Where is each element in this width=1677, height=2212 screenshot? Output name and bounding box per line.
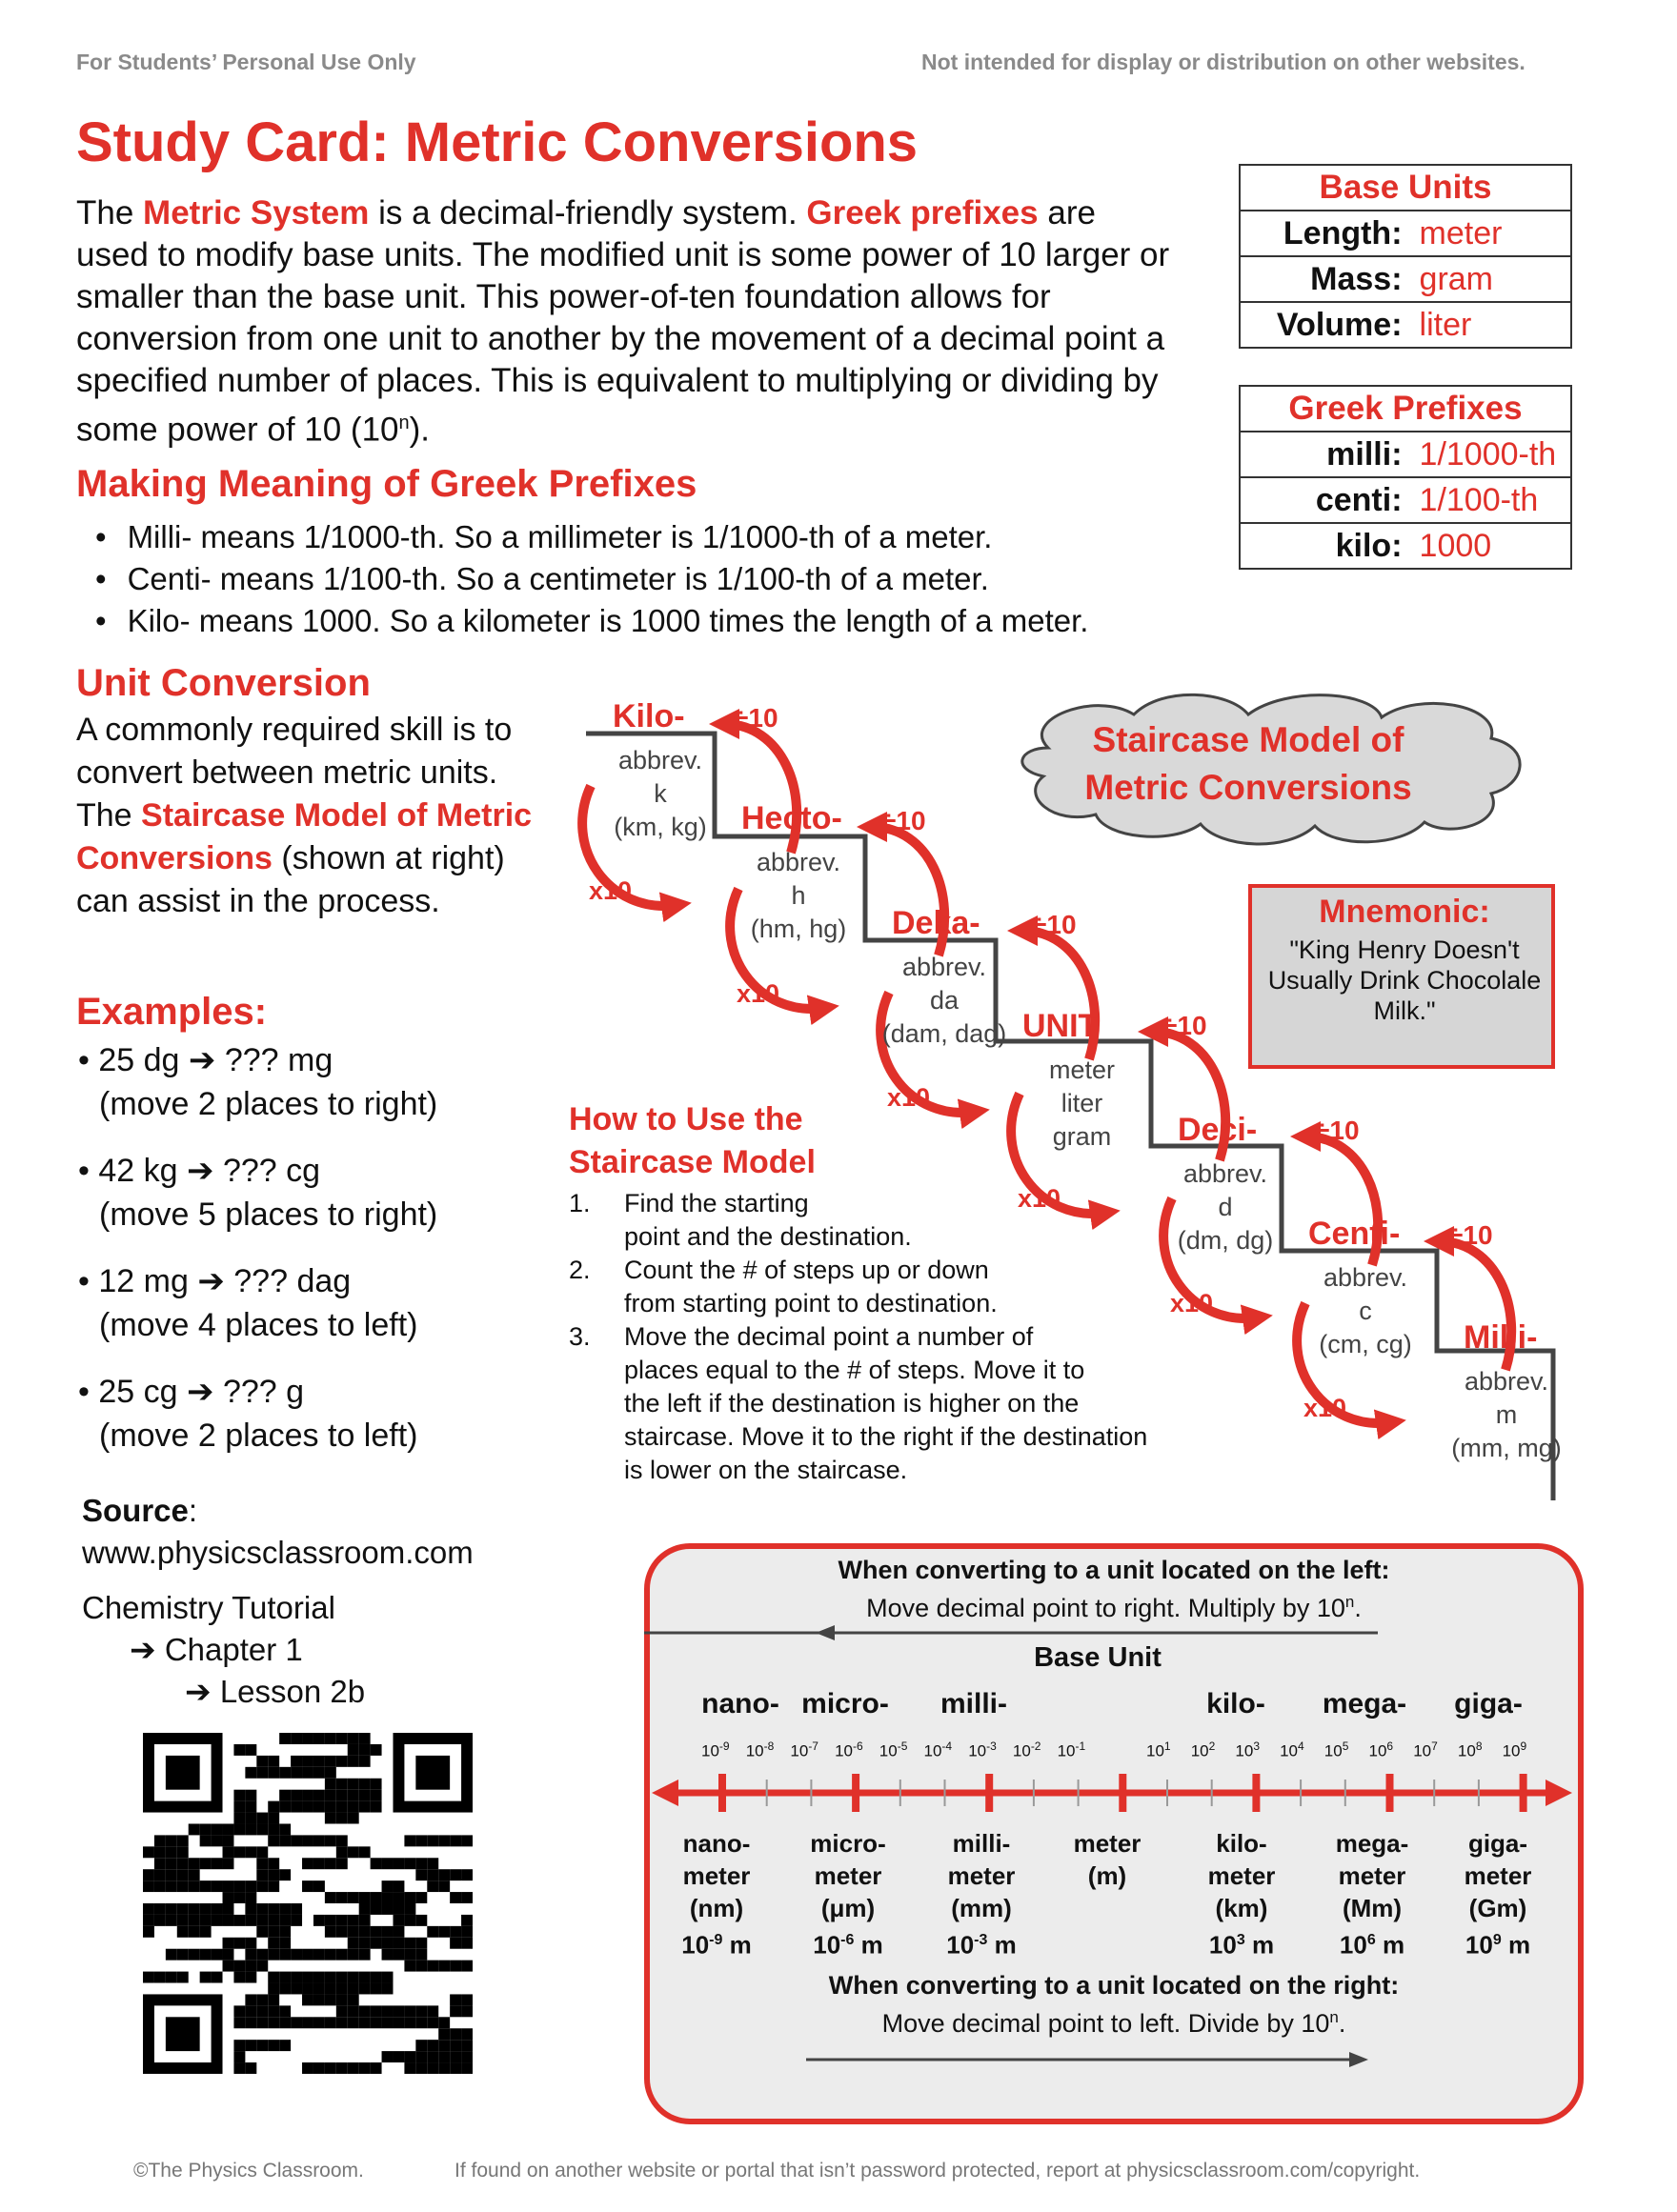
intro-paragraph: The Metric System is a decimal-friendly system. Greek prefixes are used to modify base units. The modified unit is some power of 10 larger or smaller than the base unit. This power-of-ten foundation allows for conversion from one unit to another by the movement of a decimal point a specified number of places. This is equivalent to multiplying or dividing by some power of 10 (10$^n$). <box>76 194 1170 449</box>
power-label: $10^{-1}$ <box>1057 1739 1086 1760</box>
step-abbreviation: abbrev. c (cm, cg) <box>1319 1263 1412 1358</box>
scale-right-note: When converting to a unit located on the right: Move decimal point to left. Divide by 10$^n$. <box>828 1971 1400 2038</box>
power-label: $10^{-5}$ <box>879 1739 908 1760</box>
power-label: $10^{-7}$ <box>790 1739 818 1760</box>
multiply-label: x10 <box>1303 1394 1347 1422</box>
step-abbreviation: abbrev. k (km, kg) <box>614 746 707 841</box>
arrow-right-icon: ➔ <box>187 1374 214 1410</box>
source-url[interactable]: www.physicsclassroom.com <box>82 1535 474 1570</box>
scale-prefix: kilo- <box>1206 1688 1265 1719</box>
step-abbreviation: abbrev. m (mm, mg) <box>1451 1367 1562 1462</box>
howto-step: 3. Move the decimal point a number of places equal to the # of steps. Move it to the left if the destination is higher on the staircase. Move it to the right if the destination is lower on the staircase. <box>569 1322 1148 1484</box>
unit-conversion-heading: Unit Conversion <box>76 662 371 704</box>
power-label: $10^9$ <box>1502 1739 1527 1760</box>
scale-unit: giga- meter (Gm) $10^9$ m <box>1464 1829 1532 1960</box>
footer-right: If found on another website or portal that isn’t password protected, report at physicsclassroom.com/copyright. <box>455 2160 1421 2182</box>
mnemonic-content: Mnemonic: "King Henry Doesn't Usually Drink Chocolale Milk." <box>1267 894 1542 1025</box>
tutorial-path: Chemistry Tutorial ➔ Chapter 1 ➔ Lesson 2b <box>82 1590 366 1709</box>
scale-unit: kilo- meter (km) $10^3$ m <box>1207 1829 1276 1960</box>
step-title: UNIT <box>1022 1008 1099 1044</box>
scale-prefix: Base Unit <box>1034 1642 1162 1673</box>
step-title: Milli- <box>1464 1319 1538 1356</box>
power-label: $10^4$ <box>1280 1739 1304 1760</box>
header-left: For Students’ Personal Use Only <box>76 50 416 74</box>
arrow-right-icon: ➔ <box>187 1153 214 1189</box>
example-item: • 12 mg ➔ ??? dag (move 4 places to left) <box>78 1263 418 1343</box>
base-units-title: Base Units <box>1319 169 1492 206</box>
meaning-heading: Making Meaning of Greek Prefixes <box>76 463 697 505</box>
arrow-right-icon: ➔ <box>185 1674 212 1709</box>
list-item: • Kilo- means 1000. So a kilometer is 1000 times the length of a meter. <box>95 600 1088 642</box>
scale-unit: milli- meter (mm) $10^{-3}$ m <box>946 1829 1017 1960</box>
page-title: Study Card: Metric Conversions <box>76 111 919 173</box>
example-item: • 25 cg ➔ ??? g (move 2 places to left) <box>78 1374 418 1454</box>
divide-label: ÷10 <box>734 703 778 733</box>
divide-label: ÷10 <box>1315 1116 1360 1145</box>
divide-label: ÷10 <box>1162 1011 1207 1040</box>
example-item: • 42 kg ➔ ??? cg (move 5 places to right) <box>78 1153 438 1233</box>
examples-heading: Examples: <box>76 991 268 1033</box>
multiply-label: x10 <box>1170 1289 1214 1317</box>
number-line-left-arrowhead <box>652 1780 678 1806</box>
power-label: $10^{-4}$ <box>923 1739 953 1760</box>
arrow-right-icon: ➔ <box>197 1263 225 1299</box>
step-title: Hecto- <box>741 800 842 836</box>
step-title: Centi- <box>1308 1216 1401 1252</box>
unit-conversion-text: A commonly required skill is to convert between metric units. The Staircase Model of Metric Conversions (shown at right) can assist in the process. <box>76 712 533 919</box>
step-abbreviation: abbrev. d (dm, dg) <box>1177 1159 1274 1255</box>
multiply-label: x10 <box>1018 1184 1061 1213</box>
scale-prefix: mega- <box>1322 1688 1407 1719</box>
howto-step: 1. Find the starting point and the destination. <box>569 1189 912 1251</box>
step-abbreviation: meter liter gram <box>1048 1056 1116 1151</box>
power-label: $10^7$ <box>1413 1739 1438 1760</box>
base-units-table: Base Units Length: meter Mass: gram Volume: liter <box>1239 164 1572 349</box>
list-item: • Milli- means 1/1000-th. So a millimeter is 1/1000-th of a meter. <box>95 516 1088 558</box>
scale-prefix: giga- <box>1454 1688 1523 1719</box>
multiply-label: x10 <box>589 876 633 905</box>
arrow-right-icon: ➔ <box>188 1042 216 1078</box>
example-item: • 25 dg ➔ ??? mg (move 2 places to right) <box>78 1042 438 1122</box>
multiply-label: x10 <box>737 979 780 1008</box>
power-label: $10^8$ <box>1457 1739 1483 1760</box>
step-abbreviation: abbrev. da (dam, dag) <box>881 953 1007 1048</box>
power-label: $10^5$ <box>1323 1739 1349 1760</box>
power-label: $10^{-2}$ <box>1012 1739 1041 1760</box>
greek-prefixes-table: Greek Prefixes milli: 1/1000-th centi: 1/100-th kilo: 1000 <box>1239 385 1572 570</box>
scale-unit: mega- meter (Mm) $10^6$ m <box>1335 1829 1409 1960</box>
power-label: $10^6$ <box>1368 1739 1394 1760</box>
power-label: $10^3$ <box>1235 1739 1260 1760</box>
footer-left: ©The Physics Classroom. <box>133 2160 364 2182</box>
divide-label: ÷10 <box>1448 1220 1493 1250</box>
scale-unit: meter (m) <box>1073 1829 1142 1890</box>
source-block: Source: www.physicsclassroom.com <box>82 1493 474 1570</box>
divide-label: ÷10 <box>881 806 926 835</box>
list-item: • Centi- means 1/100-th. So a centimeter is 1/100-th of a meter. <box>95 558 1088 600</box>
step-title: Kilo- <box>613 698 685 734</box>
cloud-title: Staircase Model of Metric Conversions <box>1084 720 1412 807</box>
howto-step: 2. Count the # of steps up or down from starting point to destination. <box>569 1256 998 1317</box>
arrow-right-icon: ➔ <box>130 1632 156 1667</box>
howto-heading: How to Use the Staircase Model <box>569 1101 816 1180</box>
scale-unit: micro- meter (μm) $10^{-6}$ m <box>810 1829 886 1960</box>
step-title: Deka- <box>892 905 980 941</box>
multiply-label: x10 <box>887 1083 931 1112</box>
power-label: $10^{-9}$ <box>701 1739 730 1760</box>
step-title: Deci- <box>1178 1112 1258 1148</box>
power-label: $10^{-6}$ <box>835 1739 863 1760</box>
qr-code-icon[interactable] <box>143 1732 473 2075</box>
power-label: $10^{-8}$ <box>745 1739 775 1760</box>
scale-prefix: micro- <box>801 1688 889 1719</box>
greek-prefixes-title: Greek Prefixes <box>1288 390 1523 427</box>
scale-prefix: nano- <box>701 1688 779 1719</box>
number-line-right-arrowhead <box>1546 1780 1572 1806</box>
scale-unit: nano- meter (nm) $10^{-9}$ m <box>681 1829 752 1960</box>
meaning-list <box>95 516 1088 642</box>
howto-steps <box>569 1187 1236 1487</box>
power-label: $10^{-3}$ <box>968 1739 997 1760</box>
header-right: Not intended for display or distribution on other websites. <box>921 50 1525 74</box>
step-abbreviation: abbrev. h (hm, hg) <box>750 848 847 943</box>
power-label: $10^2$ <box>1190 1739 1216 1760</box>
scale-left-note: When converting to a unit located on the left: Move decimal point to right. Multiply by 10$^n$. <box>838 1556 1390 1622</box>
power-label: $10^1$ <box>1146 1739 1171 1760</box>
divide-label: ÷10 <box>1032 910 1077 939</box>
scale-prefix: milli- <box>940 1688 1007 1719</box>
